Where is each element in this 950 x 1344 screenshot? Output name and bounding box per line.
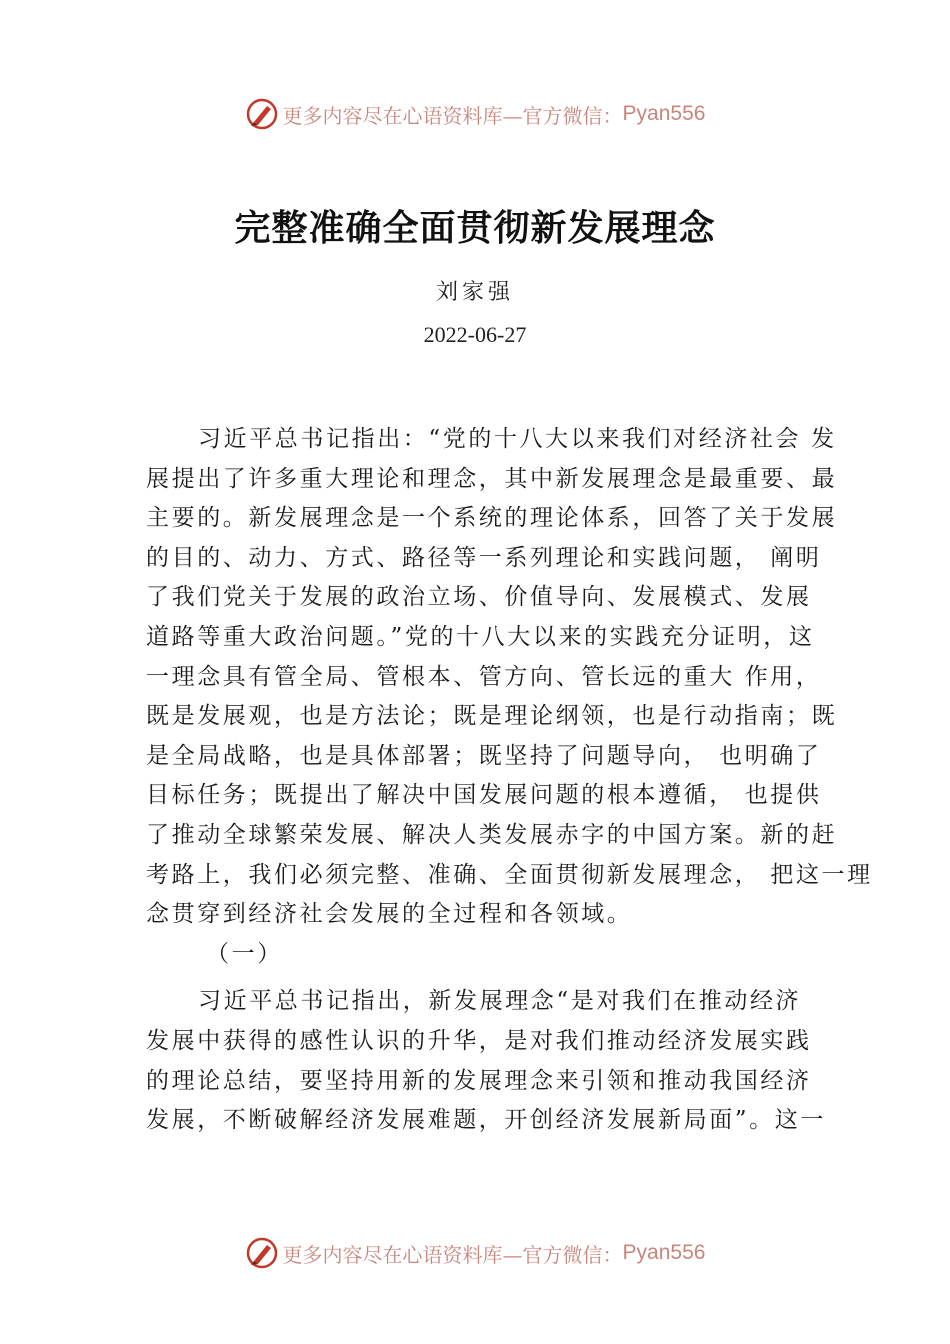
body-line: 一理念具有管全局、管根本、管方向、管长远的重大 作用， xyxy=(146,663,822,690)
banner-wechat-id: Pyan556 xyxy=(622,1241,706,1264)
body-line: 的目的、动力、方式、路径等一系列理论和实践问题， 阐明 xyxy=(146,544,822,571)
body-line: 习近平总书记指出，新发展理念“是对我们在推动经济 xyxy=(198,988,802,1015)
section-heading: （一） xyxy=(206,940,283,967)
article-title: 完整准确全面贯彻新发展理念 xyxy=(234,207,716,249)
body-line: 了推动全球繁荣发展、解决人类发展赤字的中国方案。新的赶 xyxy=(146,821,838,848)
body-line: 是全局战略，也是具体部署；既坚持了问题导向， 也明确了 xyxy=(146,742,822,769)
body-line: 道路等重大政治问题。”党的十八大以来的实践充分证明，这 xyxy=(146,623,815,650)
pen-logo-icon xyxy=(245,1236,279,1270)
body-line: 目标任务；既提出了解决中国发展问题的根本遵循， 也提供 xyxy=(146,782,822,809)
body-line: 的理论总结，要坚持用新的发展理念来引领和推动我国经济 xyxy=(146,1067,812,1094)
body-line: 了我们党关于发展的政治立场、价值导向、发展模式、发展 xyxy=(146,584,812,611)
article-author: 刘家强 xyxy=(435,280,514,305)
body-line: 既是发展观，也是方法论；既是理论纲领，也是行动指南；既 xyxy=(146,703,838,730)
body-line: 习近平总书记指出：“党的十八大以来我们对经济社会 发 xyxy=(198,426,837,452)
body-line: 展提出了许多重大理论和理念，其中新发展理念是最重要、最 xyxy=(146,465,838,492)
footer-watermark-banner xyxy=(0,1233,950,1273)
banner-text: 更多内容尽在心语资料库—官方微信： xyxy=(282,103,623,128)
banner-wechat-id: Pyan556 xyxy=(622,102,706,125)
body-line: 发展中获得的感性认识的升华，是对我们推动经济发展实践 xyxy=(146,1027,812,1054)
body-line: 发展，不断破解经济发展难题，开创经济发展新局面”。这一 xyxy=(146,1107,826,1134)
pen-logo-icon xyxy=(245,97,279,131)
header-watermark-banner xyxy=(0,94,950,134)
body-line: 考路上，我们必须完整、准确、全面贯彻新发展理念， 把这一理 xyxy=(146,861,873,888)
banner-text: 更多内容尽在心语资料库—官方微信： xyxy=(282,1242,623,1267)
article-date: 2022-06-27 xyxy=(423,322,527,347)
article-body xyxy=(146,420,873,1141)
body-line: 念贯穿到经济社会发展的全过程和各领域。 xyxy=(146,901,633,928)
body-line: 主要的。新发展理念是一个系统的理论体系，回答了关于发展 xyxy=(146,505,838,532)
